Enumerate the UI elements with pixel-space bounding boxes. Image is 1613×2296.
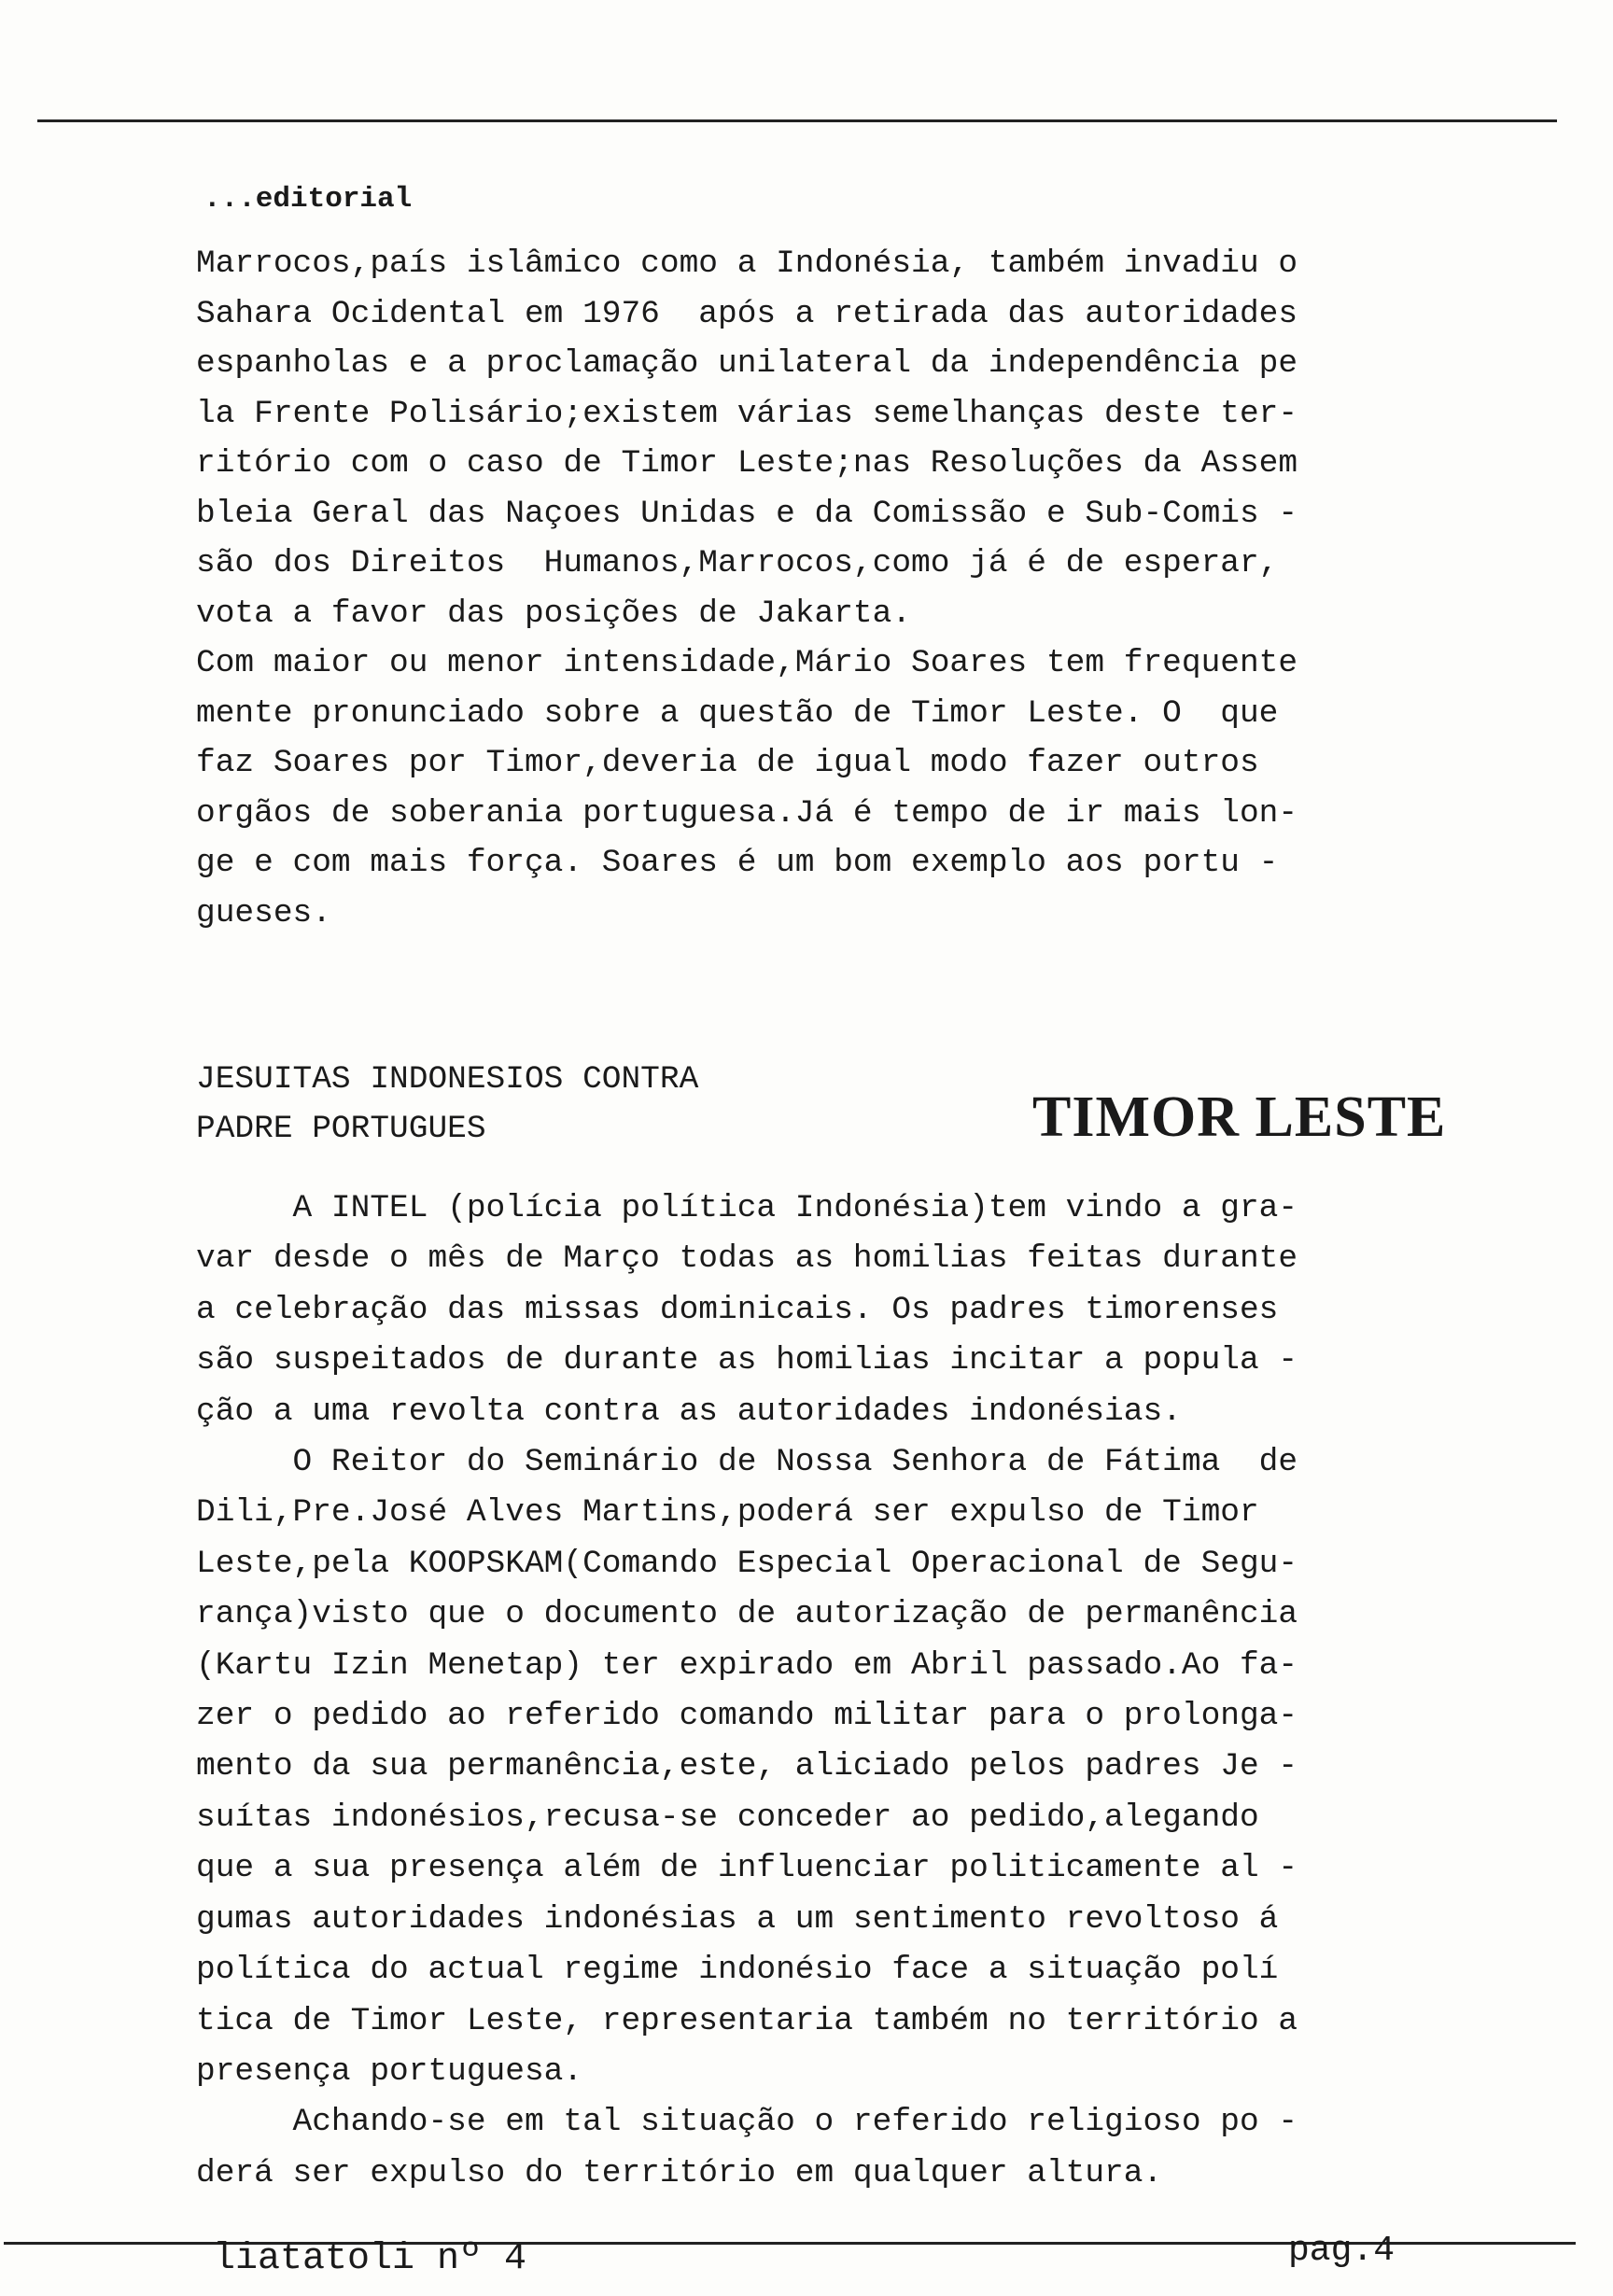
article-body: A INTEL (polícia política Indonésia)tem vindo a gra- var desde o mês de Março todas as homilias feitas durante a celebração das missas dominicais. Os padres timorenses são suspeitados de durante as homilias incitar a popula - ção a uma revolta contra as autoridades indonésias. O Reitor do Seminário de Nossa Senhora de Fátima de Dili,Pre.José Alves Martins,poderá ser expulso de Timor Leste,pela KOOPSKAM(Comando Especial Operacional de Segu- rança)visto que o documento de autorização de permanência (Kartu Izin Menetap) ter expirado em Abril passado.Ao fa- zer o pedido ao referido comando militar para o prolonga- mento da sua permanência,este, aliciado pelos padres Je - suítas indonésios,recusa-se conceder ao pedido,alegando que a sua presença além de influenciar politicamente al - gumas autoridades indonésias a um sentimento revoltoso á política do actual regime indonésio face a situação polí tica de Timor Leste, representaria também no território a presença portuguesa. Achando-se em tal situação o referido religioso po - derá ser expulso do território em qualquer altura. bbox=[196, 1190, 1298, 2191]
top-rule bbox=[37, 119, 1557, 122]
article-heading: JESUITAS INDONESIOS CONTRA PADRE PORTUGUES bbox=[196, 1061, 699, 1147]
section-label: ...editorial bbox=[203, 183, 413, 216]
article-banner: TIMOR LESTE bbox=[1032, 1085, 1447, 1149]
editorial-body: Marrocos,país islâmico como a Indonésia, também invadiu o Sahara Ocidental em 1976 após a retirada das autoridades espanholas e a proclamação unilateral da independência pe la Frente Polisário;existem várias semelhanças deste ter- ritório com o caso de Timor Leste;nas Resoluções da Assem bleia Geral das Naçoes Unidas e da Comissão e Sub-Comis - são dos Direitos Humanos,Marrocos,como já é de esperar, vota a favor das posições de Jakarta. Com maior ou menor intensidade,Mário Soares tem frequente mente pronunciado sobre a questão de Timor Leste. O que faz Soares por Timor,deveria de igual modo fazer outros orgãos de soberania portuguesa.Já é tempo de ir mais lon- ge e com mais força. Soares é um bom exemplo aos portu - gueses. bbox=[196, 245, 1298, 931]
footer-publication: liatatoli nº 4 bbox=[213, 2238, 527, 2280]
footer-page-number: pag.4 bbox=[1288, 2231, 1396, 2271]
